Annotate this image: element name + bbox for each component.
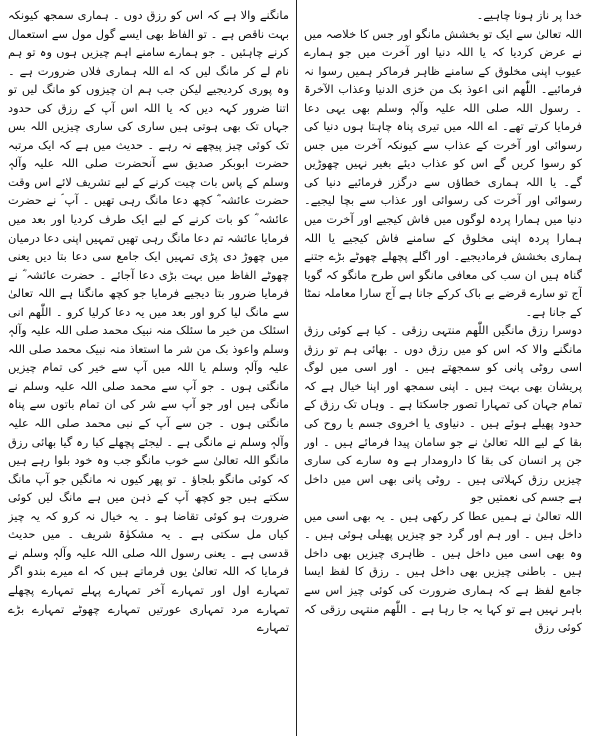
paragraph-blessings: اللہ تعالیٰ نے ہمیں عطا کر رکھی ہیں ۔ یہ بھی اسی میں داخل ہیں ۔ اور ہم اور گرد جو چیزیں پھیلی ہوئی ہیں ۔ وہ بھی اسی میں داخل ہیں ۔ ظاہری چیزیں بھی داخل ہیں ۔ باطنی چیزیں بھی داخل ہیں ۔ رزق کا لفظ ایسا جامع لفظ ہے کہ ہماری ضرورت کی کوئی چیز اس سے باہر نہیں ہے تو کہا یہ جا رہا ہے ۔ اللّٰھم منتہی رزقی کہ کوئی رزق bbox=[304, 508, 582, 635]
right-text-column bbox=[304, 6, 582, 732]
paragraph-continued: مانگنے والا ہے کہ اس کو رزق دوں ۔ ہماری سمجھ کیونکہ بہت ناقص ہے ۔ تو الفاظ بھی ایسے گول مول سے استعمال کرنے چاہئیں ۔ جو ہمارے سامنے اہم چیزیں ہوں وہ تو ہم نام لے کر مانگ لیں کہ اے اللہ ہماری فلاں ضرورت ہے ۔ وہ پوری کردیجیے لیکن جب ہم ان چیزوں کو مانگ لیں تو اتنا ضرور کہہ دیں کہ یا اللہ اس آپ کے رزق کی حدود جہاں تک بھی ہوتی ہیں ساری کی ساری چیزیں اللہ بس تک کوئی چیز پیچھے نہ رہے ۔ حدیث میں ہے کہ ایک مرتبہ حضرت ابوبکر صدیق سے آنحضرت صلی اللہ علیہ وآلہٖ وسلم کے پاس بات چیت کرنے کے لیے تشریف لائے اس وقت حضرت عائشہ ؓ کچھ دعا مانگ رہی تھیں ۔ آپ ؐ نے حضرت عائشہ ؓ کو بات کرنے کے لیے ایک طرف کردیا اور بعد میں فرمایا عائشہ تم دعا مانگ رہی تھیں تمہیں اپنی دعا درمیان میں چھوڑ دی پڑی تمہیں ایک جامع سی دعا بتا دیں یعنی چھوٹے الفاظ میں بہت بڑی دعا آجائے ۔ حضرت عائشہ ؓ نے فرمایا ضرور بتا دیجیے فرمایا جو کچھ مانگنا ہے اللہ تعالیٰ سے مانگ لیا کرو اور بعد میں یہ دعا کرلیا کرو ۔ اللّٰھم انی اسئلک من خیر ما سئلک منہ نبیک محمد صلی اللہ علیہ وآلہٖ وسلم واعوذ بک من شر ما استعاذ منہ نبیک محمد صلی اللہ علیہ وآلہٖ وسلم یا اللہ میں آپ سے خیر کی تمام چیزیں مانگتی ہوں ۔ جو آپ سے محمد صلی اللہ علیہ وسلم نے مانگی ہیں اور جو آپ سے شر کی ان تمام باتوں سے پناہ مانگتی ہوں ۔ جن سے آپ کے نبی محمد صلی اللہ علیہ وآلہٖ وسلم نے مانگی ہے ۔ لیجئے پچھلے کیا رہ گیا بھائی رزق مانگو اللہ تعالیٰ سے خوب مانگو جب وہ خود بلوا رہے ہیں کہ کوئی مانگو بلجاؤ ۔ تو پھر کیوں نہ مانگیں جو آپ مانگ سکتے ہیں جو کچھ آپ کے ذہن میں ہے مانگ لیں کوئی ضرورت ہو کوئی تقاضا ہو ۔ یہ خیال نہ کرو کہ یہ چیز کیاں مل سکتی ہے ۔ یہ مشکوٰۃ شریف ۔ میں حدیث قدسی ہے ۔ یعنی رسول اللہ صلی اللہ علیہ وآلہٖ وسلم نے فرمایا کہ اللہ تعالیٰ یوں فرماتے ہیں کہ اے میرے بندو اگر تمہارے اول اور تمہارے آخر تمہارے پہلے تمہارے پچھلے تمہارے مرد تمہاری عورتیں تمہارے چھوٹے تمہارے بڑے تمہارے bbox=[8, 8, 289, 635]
paragraph-forgiveness: اللہ تعالیٰ سے ایک تو بخشش مانگو اور جس کا خلاصہ میں نے عرض کردیا کہ یا اللہ دنیا اور آخرت میں جو ہمارے عیوب اپنی مخلوق کے سامنے ظاہر فرماکر ہمیں رسوا نہ فرمائیے۔ اللّٰھم انی اعوذ بک من خزی الدنیا وعذاب الآخرۃ ۔ رسول اللہ صلی اللہ علیہ وآلہٖ وسلم بھی یہی دعا فرمایا کرتے تھے۔ اے اللہ میں تیری پناہ چاہتا ہوں دنیا کی رسوائی اور آخرت کے عذاب سے کیونکہ آخرت میں جس کو رسوا کریں گے اس کو عذاب دیئے بغیر نہیں چھوڑیں گے۔ یا اللہ ہماری خطاؤں سے درگزر فرمائیے دنیا کی رسوائی اور آخرت کی رسوائی اور عذاب سے بچا لیجیے۔ دنیا میں ہمارا پردہ لوگوں میں فاش کیجیے اور آخرت میں ہمارا پردہ اپنی مخلوق کے سامنے فاش کیجیے یا اللہ ہماری بخشش فرمادیجیے۔ اور اگلے پچھلے چھوٹے بڑے جتنے گناہ ہیں ان سب کی معافی مانگو اس طرح مانگو کہ گویا آج تو سارے قرضے بے باک کرکے جانا ہے آج سارا معاملہ نمٹا کے جانا ہے۔ bbox=[304, 26, 582, 319]
column-divider bbox=[296, 0, 297, 736]
paragraph-sustenance: دوسرا رزق مانگیں اللّٰھم منتہی رزقی ۔ کیا ہے کوئی رزق مانگنے والا کہ اس کو میں رزق دوں ۔ بھائی ہم تو رزق اسی روٹی پانی کو سمجھتے ہیں ۔ اور اسی میں لوگ پریشان بھی بہت ہیں ۔ اپنی سمجھ اور اپنا خیال ہے کہ تمام جہان کی تمہارا تصور جاسکتا ہے ۔ وہاں تک رزق کے حدود پھیلے ہوئے ہیں ۔ دنیاوی یا اخروی جسم یا روح کی بقا کے لیے اللہ تعالیٰ نے جو سامان پیدا فرمائے ہیں ۔ اور جن پر انسان کی بقا کا دارومدار ہے وہ سارے کی ساری چیزیں رزق کہلاتی ہیں ۔ روٹی پانی بھی اس میں داخل ہے جسم کی نعمتیں جو bbox=[304, 323, 582, 505]
paragraph-opening-line: خدا پر ناز ہونا چاہیے۔ bbox=[476, 8, 582, 22]
left-text-column bbox=[8, 6, 289, 732]
